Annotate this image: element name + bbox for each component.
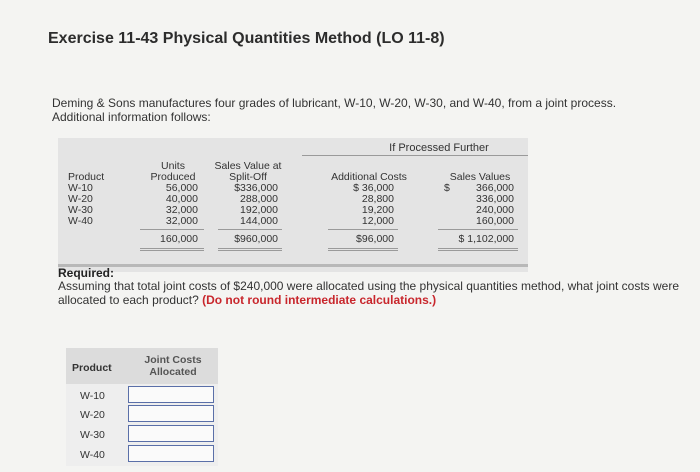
row-product: W-40: [68, 215, 93, 227]
header-sales-values: Sales Values: [449, 171, 511, 183]
header-product: Product: [68, 171, 105, 183]
row-sales-value: 366,000: [476, 182, 514, 194]
header-sv-2: Split-Off: [229, 171, 267, 183]
row-units: 40,000: [165, 193, 198, 205]
header-units-1: Units: [161, 160, 185, 172]
answer-header-product: Product: [72, 362, 112, 374]
row-product: W-30: [68, 204, 93, 216]
total-rule-sales: [438, 229, 518, 230]
double-rule: [438, 248, 518, 249]
data-table: [58, 138, 528, 272]
total-rule-split-off: [218, 229, 282, 230]
total-units: 160,000: [160, 233, 198, 245]
total-rule-additional: [328, 229, 398, 230]
group-header: If Processed Further: [389, 142, 489, 154]
double-rule: [140, 248, 204, 249]
row-split-off-value: 192,000: [240, 204, 278, 216]
answer-row-product: W-10: [80, 390, 105, 402]
row-sales-value: 240,000: [476, 204, 514, 216]
answer-table: [66, 348, 218, 466]
header-additional-costs: Additional Costs: [331, 171, 407, 183]
row-sales-value: 160,000: [476, 215, 514, 227]
answer-header-allocated: Allocated: [149, 366, 197, 378]
total-split-off-value: $960,000: [234, 233, 278, 245]
question-text: [58, 279, 688, 307]
double-rule: [328, 248, 398, 249]
row-product: W-10: [68, 182, 93, 194]
double-rule: [218, 250, 282, 251]
joint-cost-input-w40[interactable]: [128, 445, 214, 462]
row-split-off-value: 144,000: [240, 215, 278, 227]
group-header-rule: [302, 155, 528, 156]
double-rule: [140, 250, 204, 251]
total-rule-units: [140, 229, 204, 230]
intro-text: Deming & Sons manufactures four grades of lubricant, W-10, W-20, W-30, and W-40, from a joint process. Additional information follows:: [52, 96, 617, 124]
row-units: 56,000: [165, 182, 198, 194]
row-units: 32,000: [165, 215, 198, 227]
answer-row-product: W-40: [80, 449, 105, 461]
answer-header-joint-costs: Joint Costs: [144, 354, 202, 366]
total-additional-costs: $96,000: [356, 233, 394, 245]
total-sales-values: $ 1,102,000: [458, 233, 514, 245]
exercise-title: Exercise 11-43 Physical Quantities Method (LO 11-8): [48, 30, 445, 47]
table-bottom-bar: [58, 264, 528, 267]
row-additional-cost: 12,000: [361, 215, 394, 227]
row-additional-cost: 28,800: [361, 193, 394, 205]
question-body: Assuming that total joint costs of $240,000 were allocated using the physical quantities method, what joint costs were allocated to each product?: [58, 279, 680, 307]
joint-cost-input-w10[interactable]: [128, 386, 214, 403]
double-rule: [218, 248, 282, 249]
row-additional-cost: 19,200: [361, 204, 394, 216]
header-units-2: Produced: [150, 171, 196, 183]
row-product: W-20: [68, 193, 93, 205]
double-rule: [438, 250, 518, 251]
joint-cost-input-w30[interactable]: [128, 425, 214, 442]
answer-row-product: W-30: [80, 429, 105, 441]
required-label: Required:: [58, 266, 115, 280]
row-additional-cost: $ 36,000: [353, 182, 394, 194]
row-split-off-value: 288,000: [240, 193, 278, 205]
double-rule: [328, 250, 398, 251]
row-split-off-value: $336,000: [234, 182, 278, 194]
row-sales-value: 336,000: [476, 193, 514, 205]
row-units: 32,000: [165, 204, 198, 216]
row-sales-dollar: $: [444, 182, 450, 194]
answer-row-product: W-20: [80, 409, 105, 421]
joint-cost-input-w20[interactable]: [128, 405, 214, 422]
rounding-warning: (Do not round intermediate calculations.): [202, 293, 437, 307]
header-sv-1: Sales Value at: [214, 160, 282, 172]
